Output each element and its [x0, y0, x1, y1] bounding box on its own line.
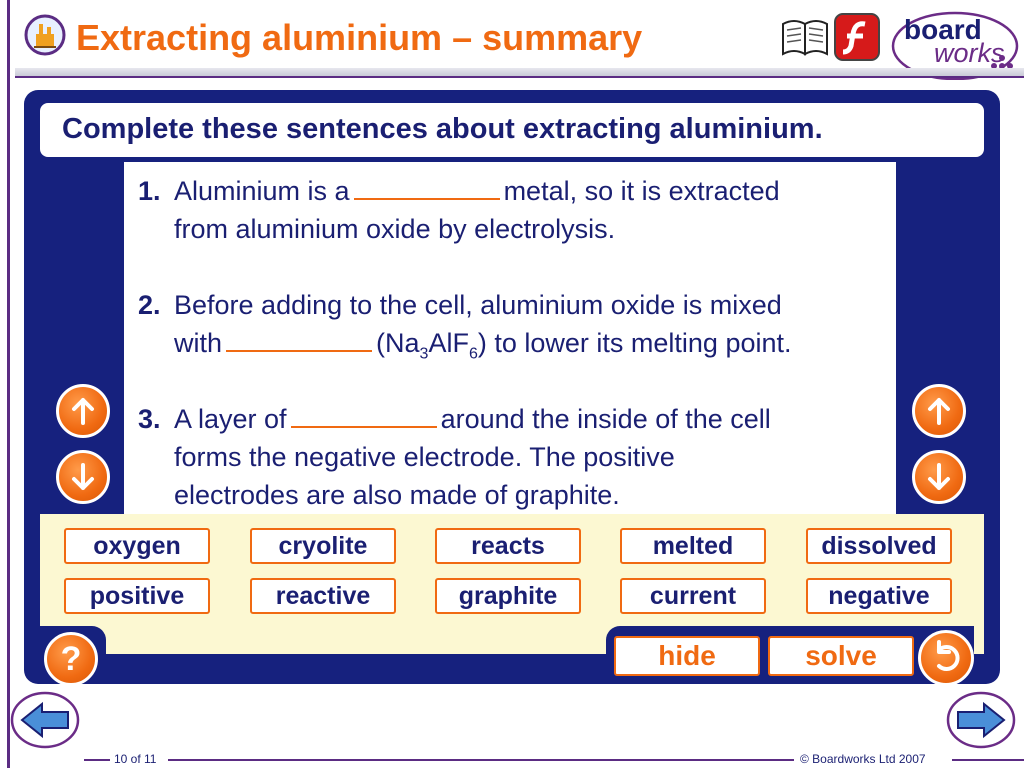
sentence-number: 1. — [138, 176, 161, 206]
sentence-text: Before adding to the cell, aluminium oxide is mixed — [174, 290, 782, 320]
refinery-icon — [24, 14, 66, 56]
formula-subscript: 3 — [419, 345, 429, 363]
sentence-text: around the inside of the cell — [440, 404, 771, 434]
footer-line-left — [84, 759, 110, 761]
word-tile-cryolite[interactable]: cryolite — [250, 528, 396, 564]
logo-text-board: board — [904, 14, 982, 45]
sentence-text: Aluminium is a — [174, 176, 350, 206]
book-icon[interactable] — [780, 16, 830, 63]
arrow-up-icon — [924, 396, 954, 426]
arrow-down-icon — [68, 462, 98, 492]
help-button[interactable]: ? — [44, 632, 98, 686]
formula-subscript: 6 — [468, 345, 478, 363]
word-tile-oxygen[interactable]: oxygen — [64, 528, 210, 564]
sentence-line — [138, 324, 792, 373]
sentence-text: A layer of — [174, 404, 287, 434]
page-number: 10 of 11 — [114, 752, 157, 766]
sentence-text: from aluminium oxide by electrolysis. — [174, 214, 616, 244]
hide-button[interactable]: hide — [614, 636, 760, 676]
arrow-up-icon — [68, 396, 98, 426]
header-divider — [15, 68, 1024, 76]
arrow-left-icon — [10, 690, 80, 750]
sentence-text: electrodes are also made of graphite. — [174, 480, 620, 510]
formula-text: AlF — [428, 328, 469, 358]
reset-icon — [921, 633, 971, 683]
formula-text: ) — [477, 328, 487, 358]
reset-button[interactable] — [918, 630, 974, 686]
answer-blank-1[interactable] — [354, 178, 500, 200]
word-tile-dissolved[interactable]: dissolved — [806, 528, 952, 564]
word-tile-negative[interactable]: negative — [806, 578, 952, 614]
sentence-2 — [138, 286, 792, 373]
scroll-up-left-button[interactable] — [56, 384, 110, 438]
frame-left-line — [7, 0, 10, 768]
sentence-text: metal, so it is extracted — [503, 176, 780, 206]
sentence-3 — [138, 400, 771, 514]
arrow-right-icon — [946, 690, 1016, 750]
scroll-up-right-button[interactable] — [912, 384, 966, 438]
sentence-area — [124, 162, 896, 514]
header-divider-line — [15, 76, 1024, 78]
page-title: Extracting aluminium – summary — [76, 17, 643, 58]
question-heading — [40, 103, 984, 157]
sentence-text: forms the negative electrode. The positive — [174, 442, 675, 472]
previous-slide-button[interactable] — [10, 690, 80, 750]
solve-button[interactable]: solve — [768, 636, 914, 676]
scroll-down-left-button[interactable] — [56, 450, 110, 504]
copyright: © Boardworks Ltd 2007 — [800, 752, 926, 766]
sentence-number: 3. — [138, 404, 161, 434]
word-tile-melted[interactable]: melted — [620, 528, 766, 564]
sentence-text: to lower its melting point. — [494, 328, 792, 358]
word-tile-positive[interactable]: positive — [64, 578, 210, 614]
logo-text-works: works — [934, 38, 1005, 68]
word-tile-graphite[interactable]: graphite — [435, 578, 581, 614]
scroll-down-right-button[interactable] — [912, 450, 966, 504]
answer-blank-3[interactable] — [291, 406, 437, 428]
formula-text: (Na — [376, 328, 420, 358]
word-tile-reactive[interactable]: reactive — [250, 578, 396, 614]
sentence-1 — [138, 172, 780, 248]
sentence-text: with — [174, 328, 223, 358]
answer-blank-2[interactable] — [226, 330, 372, 352]
word-tile-current[interactable]: current — [620, 578, 766, 614]
next-slide-button[interactable] — [946, 690, 1016, 750]
word-tile-reacts[interactable]: reacts — [435, 528, 581, 564]
question-heading-text: Complete these sentences about extracting aluminium. — [62, 113, 823, 145]
flash-icon[interactable] — [833, 12, 881, 67]
sentence-number: 2. — [138, 290, 161, 320]
footer-line-center — [168, 759, 794, 761]
footer-line-right — [952, 759, 1024, 761]
arrow-down-icon — [924, 462, 954, 492]
